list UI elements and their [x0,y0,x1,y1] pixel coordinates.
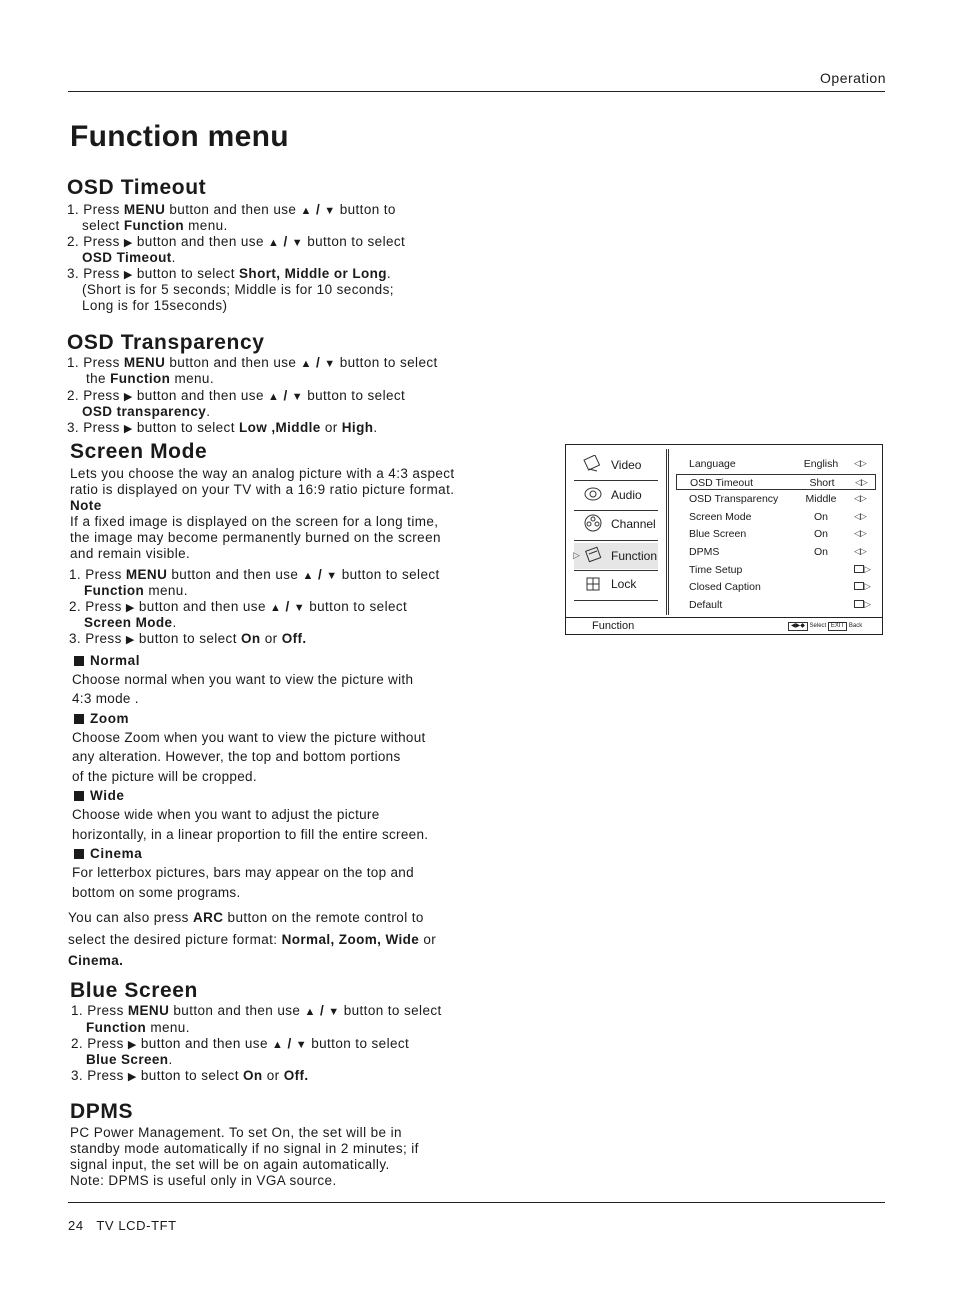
option-normal-desc-2: 4:3 mode . [72,691,139,706]
right-arrow-icon: ▶ [123,423,133,435]
osd-category-label: Channel [611,517,656,531]
heading-osd-transparency: OSD Transparency [67,331,265,354]
osd-timeout-step3-cont2: Long is for 15seconds) [82,298,228,313]
screen-mode-intro-2: ratio is displayed on your TV with a 16:9 ratio picture format. [70,482,455,497]
product-name: TV LCD-TFT [96,1218,177,1233]
osd-row-blue-screen: Blue Screen On ◁▷ [689,528,866,540]
function-icon [583,546,603,564]
heading-dpms: DPMS [70,1100,134,1123]
option-zoom-desc-3: of the picture will be cropped. [72,769,257,784]
option-cinema-desc-2: bottom on some programs. [72,885,241,900]
osd-transparency-step2: 2. Press ▶ button and then use ▲ / ▼ button to select [67,388,406,403]
osd-transparency-step2-cont: OSD transparency. [82,404,211,419]
osd-category-function [574,543,658,569]
arc-note-1: You can also press ARC button on the remote control to [68,910,424,925]
heading-screen-mode: Screen Mode [70,440,208,463]
down-arrow-icon: ▼ [326,570,338,582]
option-cinema-desc-1: For letterbox pictures, bars may appear on the top and [72,865,414,880]
up-arrow-icon: ▲ [268,237,280,249]
osd-timeout-step2-cont: OSD Timeout. [82,250,176,265]
up-arrow-icon: ▲ [270,602,282,614]
blue-screen-step1-cont: Function menu. [86,1020,190,1035]
video-icon [583,455,603,473]
osd-transparency-step3: 3. Press ▶ button to select Low ,Middle or High. [67,420,378,435]
option-zoom-label: Zoom [74,711,129,726]
left-right-arrows-icon: ◁▷ [854,528,866,538]
option-wide-desc-2: horizontally, in a linear proportion to fill the entire screen. [72,827,429,842]
osd-row-screen-mode: Screen Mode On ◁▷ [689,511,866,523]
osd-row-time-setup: Time Setup ▷ [689,564,870,576]
osd-key-hint: ◀▶◆ Select EXIT Back [788,622,862,631]
screen-mode-note-3: and remain visible. [70,546,191,561]
right-arrow-icon: ▶ [123,269,133,281]
left-right-arrows-icon: ◁▷ [854,546,866,556]
option-zoom-desc-2: any alteration. However, the top and bottom portions [72,749,401,764]
enter-submenu-icon: ▷ [854,581,870,592]
osd-timeout-step3: 3. Press ▶ button to select Short, Middle or Long. [67,266,392,281]
osd-separator [574,480,658,481]
option-normal-label: Normal [74,653,140,668]
left-right-arrows-icon: ◁▷ [854,511,866,521]
heading-blue-screen: Blue Screen [70,979,198,1002]
right-arrow-icon: ▶ [127,1039,137,1051]
option-cinema-label: Cinema [74,846,142,861]
left-right-arrows-icon: ◁▷ [855,477,867,487]
audio-icon [583,485,603,503]
dpms-desc-3: signal input, the set will be on again automatically. [70,1157,390,1172]
up-arrow-icon: ▲ [302,570,314,582]
right-arrow-icon: ▶ [125,634,135,646]
osd-transparency-step1-cont: the Function menu. [86,371,214,386]
blue-screen-step2-cont: Blue Screen. [86,1052,173,1067]
osd-timeout-step2: 2. Press ▶ button and then use ▲ / ▼ button to select [67,234,406,249]
osd-row-language: Language English ◁▷ [689,458,866,470]
screen-mode-step3: 3. Press ▶ button to select On or Off. [69,631,307,646]
option-wide-label: Wide [74,788,125,803]
osd-category-audio [574,482,658,508]
square-bullet-icon [74,714,84,724]
osd-row-osd-transparency: OSD Transparency Middle ◁▷ [689,493,866,505]
down-arrow-icon: ▼ [328,1006,340,1018]
down-arrow-icon: ▼ [291,391,304,403]
right-arrow-icon: ▶ [127,1071,137,1083]
osd-separator [574,540,658,541]
header-rule [68,91,885,92]
dpms-desc-4: Note: DPMS is useful only in VGA source. [70,1173,337,1188]
lock-icon [583,574,603,592]
osd-category-video [574,452,658,478]
enter-submenu-icon: ▷ [854,599,870,610]
screen-mode-intro-1: Lets you choose the way an analog picture with a 4:3 aspect [70,466,455,481]
down-arrow-icon: ▼ [324,205,336,217]
osd-menu-illustration [565,444,883,635]
up-arrow-icon: ▲ [300,358,312,370]
section-label: Operation [820,70,886,86]
osd-transparency-step1: 1. Press MENU button and then use ▲ / ▼ button to select [67,355,438,370]
heading-osd-timeout: OSD Timeout [67,176,207,199]
osd-row-osd-timeout: OSD Timeout Short ◁▷ [676,474,876,490]
right-arrow-icon: ▶ [123,391,133,403]
down-arrow-icon: ▼ [324,358,336,370]
osd-category-list [566,445,666,617]
page-number: 24 [68,1218,84,1233]
dpms-desc-1: PC Power Management. To set On, the set will be in [70,1125,402,1140]
page-footer [68,1218,177,1233]
selection-pointer-icon: ▷ [573,550,580,560]
up-arrow-icon: ▲ [272,1039,284,1051]
osd-row-default: Default ▷ [689,599,870,611]
up-arrow-icon: ▲ [304,1006,316,1018]
right-arrow-icon: ▶ [123,237,133,249]
screen-mode-note-2: the image may become permanently burned on the screen [70,530,441,545]
osd-row-dpms: DPMS On ◁▷ [689,546,866,558]
left-right-arrows-icon: ◁▷ [854,493,866,503]
screen-mode-step2-cont: Screen Mode. [84,615,177,630]
screen-mode-step1-cont: Function menu. [84,583,188,598]
osd-category-lock [574,571,658,597]
option-normal-desc-1: Choose normal when you want to view the picture with [72,672,414,687]
channel-icon [583,514,603,532]
enter-submenu-icon: ▷ [854,564,870,575]
footer-rule [68,1202,885,1203]
option-zoom-desc-1: Choose Zoom when you want to view the picture without [72,730,426,745]
down-arrow-icon: ▼ [293,602,306,614]
option-wide-desc-1: Choose wide when you want to adjust the picture [72,807,380,822]
osd-separator [574,600,658,601]
screen-mode-step1: 1. Press MENU button and then use ▲ / ▼ button to select [69,567,440,582]
osd-category-channel [574,511,658,537]
osd-timeout-step1-cont: select Function menu. [82,218,228,233]
square-bullet-icon [74,791,84,801]
up-arrow-icon: ▲ [268,391,280,403]
osd-category-label: Audio [611,488,642,502]
blue-screen-step2: 2. Press ▶ button and then use ▲ / ▼ button to select [71,1036,410,1051]
page-title: Function menu [70,120,289,153]
osd-timeout-step3-cont1: (Short is for 5 seconds; Middle is for 10 seconds; [82,282,394,297]
right-arrow-icon: ▶ [125,602,135,614]
osd-divider [668,449,669,615]
osd-divider [666,449,667,615]
screen-mode-note-1: If a fixed image is displayed on the screen for a long time, [70,514,439,529]
osd-category-label: Lock [611,577,637,591]
screen-mode-note-label: Note [70,498,102,513]
down-arrow-icon: ▼ [291,237,304,249]
arrow-keys-icon: ◀▶◆ [788,622,808,631]
up-arrow-icon: ▲ [300,205,312,217]
osd-category-label: Function [611,549,658,563]
arc-note-2: select the desired picture format: Normal, Zoom, Wide or [68,932,437,947]
blue-screen-step1: 1. Press MENU button and then use ▲ / ▼ button to select [71,1003,442,1018]
screen-mode-step2: 2. Press ▶ button and then use ▲ / ▼ button to select [69,599,408,614]
down-arrow-icon: ▼ [295,1039,308,1051]
osd-category-label: Video [611,458,642,472]
blue-screen-step3: 3. Press ▶ button to select On or Off. [71,1068,309,1083]
osd-footer-rule [566,617,882,618]
dpms-desc-2: standby mode automatically if no signal in 2 minutes; if [70,1141,419,1156]
arc-note-3: Cinema. [68,953,124,968]
osd-footer-title: Function [592,620,635,632]
square-bullet-icon [74,849,84,859]
osd-timeout-step1: 1. Press MENU button and then use ▲ / ▼ button to [67,202,396,217]
square-bullet-icon [74,656,84,666]
osd-row-closed-caption: Closed Caption ▷ [689,581,870,593]
left-right-arrows-icon: ◁▷ [854,458,866,468]
